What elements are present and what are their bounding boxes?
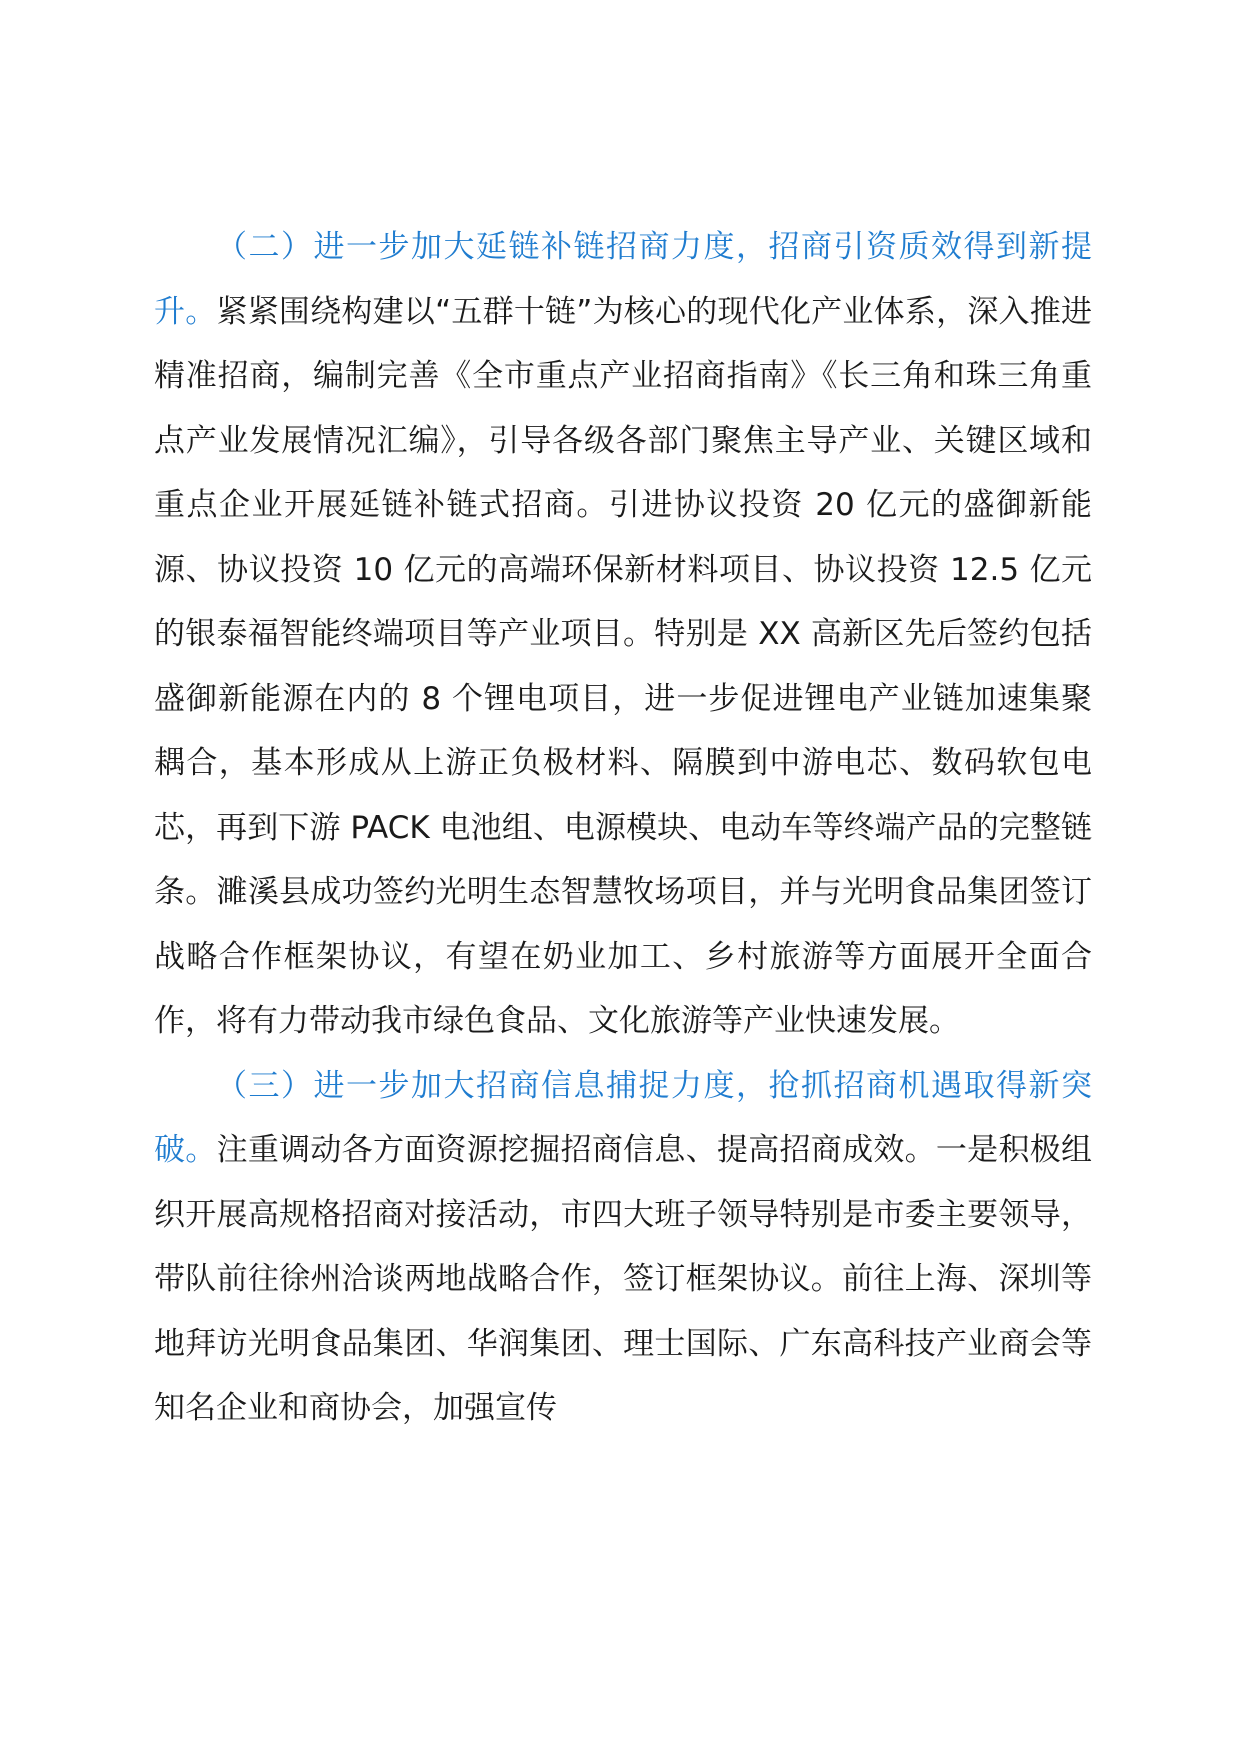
paragraph-section-3 — [154, 1054, 1092, 1441]
section-3-heading: （三）进一步加大招商信息捕捉力度，抢抓招商机遇取得新突破。 — [154, 1067, 1092, 1168]
paragraph-section-2 — [154, 215, 1092, 1054]
document-page — [154, 215, 1092, 1441]
section-2-heading: （二）进一步加大延链补链招商力度，招商引资质效得到新提升。 — [154, 229, 1092, 330]
section-3-body: 注重调动各方面资源挖掘招商信息、提高招商成效。一是积极组织开展高规格招商对接活动，市四大班子领导特别是市委主要领导，带队前往徐州洽谈两地战略合作，签订框架协议。前往上海、深圳等地拜访光明食品集团、华润集团、理士国际、广东高科技产业商会等知名企业和商协会，加强宣传 — [154, 1132, 1093, 1426]
section-2-body: 紧紧围绕构建以“五群十链”为核心的现代化产业体系，深入推进精准招商，编制完善《全市重点产业招商指南》《长三角和珠三角重点产业发展情况汇编》，引导各级各部门聚焦主导产业、关键区域和重点企业开展延链补链式招商。引进协议投资 20 亿元的盛御新能源、协议投资 10 亿元的高端环保新材料项目、协议投资 12.5 亿元的银泰福智能终端项目等产业项目。特别是 XX 高新区先后签约包括盛御新能源在内的 8 个锂电项目，进一步促进锂电产业链加速集聚耦合，基本形成从上游正负极材料、隔膜到中游电芯、数码软包电芯，再到下游 PACK 电池组、电源模块、电动车等终端产品的完整链条。濉溪县成功签约光明生态智慧牧场项目，并与光明食品集团签订战略合作框架协议，有望在奶业加工、乡村旅游等方面展开全面合作，将有力带动我市绿色食品、文化旅游等产业快速发展。 — [154, 293, 1093, 1039]
